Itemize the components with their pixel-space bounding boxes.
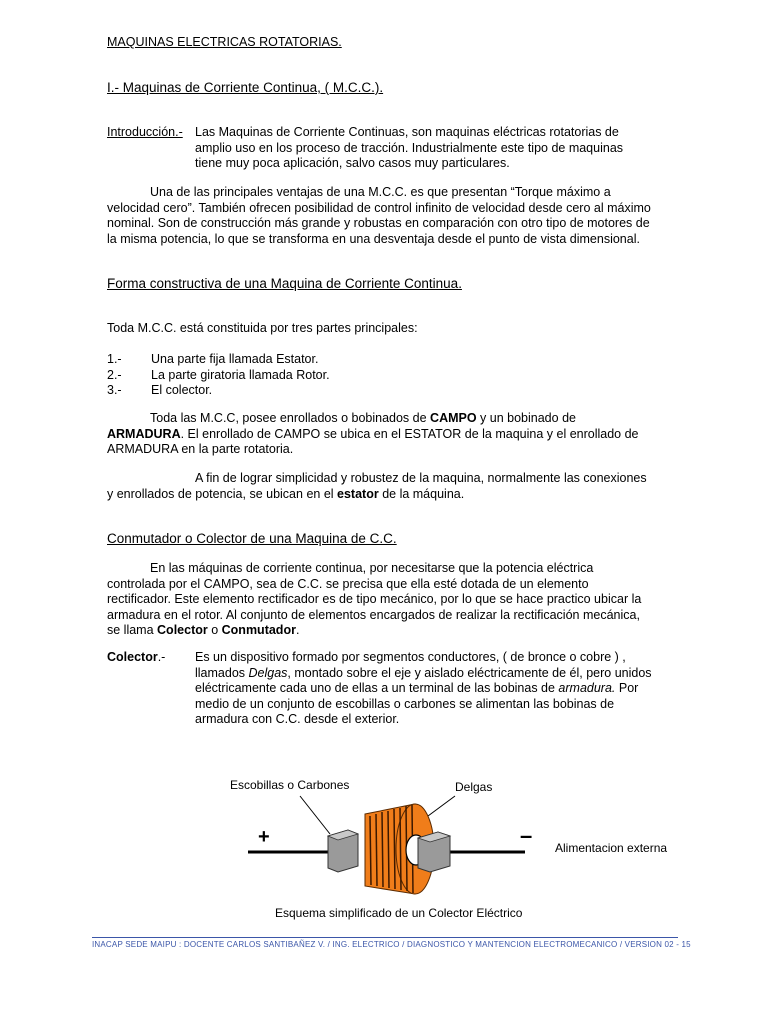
list-number: 3.- [107,383,122,397]
paragraph-simplicity [107,471,667,502]
paragraph-line: armadura en el rotor. Al conjunto de elementos encargados de realizar la rectificación mecánica, [107,607,640,622]
section-heading-commutator: Conmutador o Colector de una Maquina de C.C. [107,531,397,546]
bold-armadura: ARMADURA [107,426,181,441]
paragraph-line: la misma potencia, lo que se transforma en una desventaja desde el punto de vista dimensional. [107,231,640,246]
bold-campo: CAMPO [430,411,477,425]
footer-text: INACAP SEDE MAIPU : DOCENTE CARLOS SANTIBAÑEZ V. / ING. ELECTRICO / DIAGNOSTICO Y MANTENCION ELECTROMECANICO / VERSION 02 - 15 [92,940,691,949]
list-item [107,383,330,399]
list-item [107,368,330,384]
italic-armadura: armadura. [558,681,616,695]
text-run: o [207,623,222,637]
text-run: llamados [195,665,249,680]
intro-line: amplio uso en los proceso de tracción. Industrialmente este tipo de maquinas [195,140,624,155]
delgas-callout-line [428,796,455,816]
bold-colector: Colector [157,623,208,637]
paragraph-rectifier [107,561,667,639]
text-run: . El enrollado de CAMPO se ubica en el ESTATOR de la maquina y el enrollado de [180,426,639,441]
plus-terminal-label: + [258,826,270,848]
list-number: 2.- [107,367,122,382]
list-text: El colector. [151,383,213,397]
intro-label: Introducción.- [107,125,183,139]
paragraph-line [107,623,667,639]
colector-label [107,650,165,664]
section-heading-construction: Forma constructiva de una Maquina de Corriente Continua. [107,276,462,291]
intro-paragraph [195,125,715,172]
feed-label-text: Alimentacion externa [555,841,668,855]
italic-delgas: Delgas [248,665,288,680]
diagram-label-feed [555,841,667,855]
paragraph-advantages [107,185,667,247]
section-heading-mcc: I.- Maquinas de Corriente Continua, ( M.C.C.). [107,80,384,95]
text-run: de la máquina. [378,486,465,501]
intro-line: tiene muy poca aplicación, salvo casos muy particulares. [195,156,510,170]
document-title: MAQUINAS ELECTRICAS ROTATORIAS. [107,35,342,49]
colector-label-suffix: .- [157,650,166,664]
brushes-label-text: Escobillas o Carbones [230,778,350,792]
paragraph-line: En las máquinas de corriente continua, por necesitarse que la potencia eléctrica [150,561,594,575]
list-text: Una parte fija llamada Estator. [151,352,319,366]
paragraph-line [107,411,667,427]
diagram-caption [275,906,522,920]
paragraph-line: ARMADURA en la parte rotatoria. [107,442,294,456]
paragraph-line: rectificador. Este elemento rectificador es de tipo mecánico, por lo que se hace practico ubicar la [107,592,642,606]
list-text: La parte giratoria llamada Rotor. [151,367,330,382]
text-run: se llama [107,623,158,637]
paragraph-line: nominal. Son de construcción más grande y robustas en comparación con otro tipo de motores de [107,216,650,230]
paragraph-line [195,681,715,697]
text-run: eléctricamente cada uno de ellas a un terminal de las bobinas de [195,681,559,695]
caption-text: Esquema simplificado de un Colector Eléctrico [275,906,523,920]
bold-estator: estator [337,486,379,501]
text-run: , montado sobre el eje y aislado eléctricamente de él, pero unidos [287,665,652,680]
text-run: y un bobinado de [476,411,576,425]
bold-conmutador: Conmutador [221,623,296,637]
paragraph-line: Una de las principales ventajas de una M.C.C. es que presentan “Torque máximo a [150,185,611,199]
collector-diagram [230,790,550,900]
intro-line: Las Maquinas de Corriente Continuas, son maquinas eléctricas rotatorias de [195,125,619,139]
text-run: y enrollados de potencia, se ubican en el [107,486,338,501]
delgas-label-text: Delgas [455,780,493,794]
colector-label-bold: Colector [107,650,158,664]
text-run: Por [615,681,639,695]
paragraph-line: armadura con C.C. desde el exterior. [195,712,400,726]
brushes-callout-line [300,796,330,834]
paragraph-line: medio de un conjunto de escobillas o carbones se alimentan las bobinas de [195,696,615,711]
paragraph-line [107,487,667,503]
list-number: 1.- [107,352,122,366]
text-run: Toda las M.C.C, posee enrollados o bobinados de [150,411,431,425]
paragraph-line [195,666,715,682]
paragraph-line: controlada por el CAMPO, sea de C.C. se precisa que ella esté dotada de un elemento [107,576,589,591]
minus-terminal-label: – [520,823,533,848]
colector-definition [195,650,715,728]
paragraph-line: A fin de lograr simplicidad y robustez de la maquina, normalmente las conexiones [195,471,647,485]
parts-list [107,352,330,399]
paragraph-windings [107,411,667,458]
text-run: . [295,623,300,637]
paragraph-line: velocidad cero”. También ofrecen posibilidad de control infinito de velocidad desde cero al máximo [107,200,651,215]
list-item [107,352,330,368]
paragraph-line [107,427,667,443]
parts-intro: Toda M.C.C. está constituida por tres partes principales: [107,321,418,335]
paragraph-line: Es un dispositivo formado por segmentos conductores, ( de bronce o cobre ) , [195,650,626,664]
footer-rule [92,937,678,938]
